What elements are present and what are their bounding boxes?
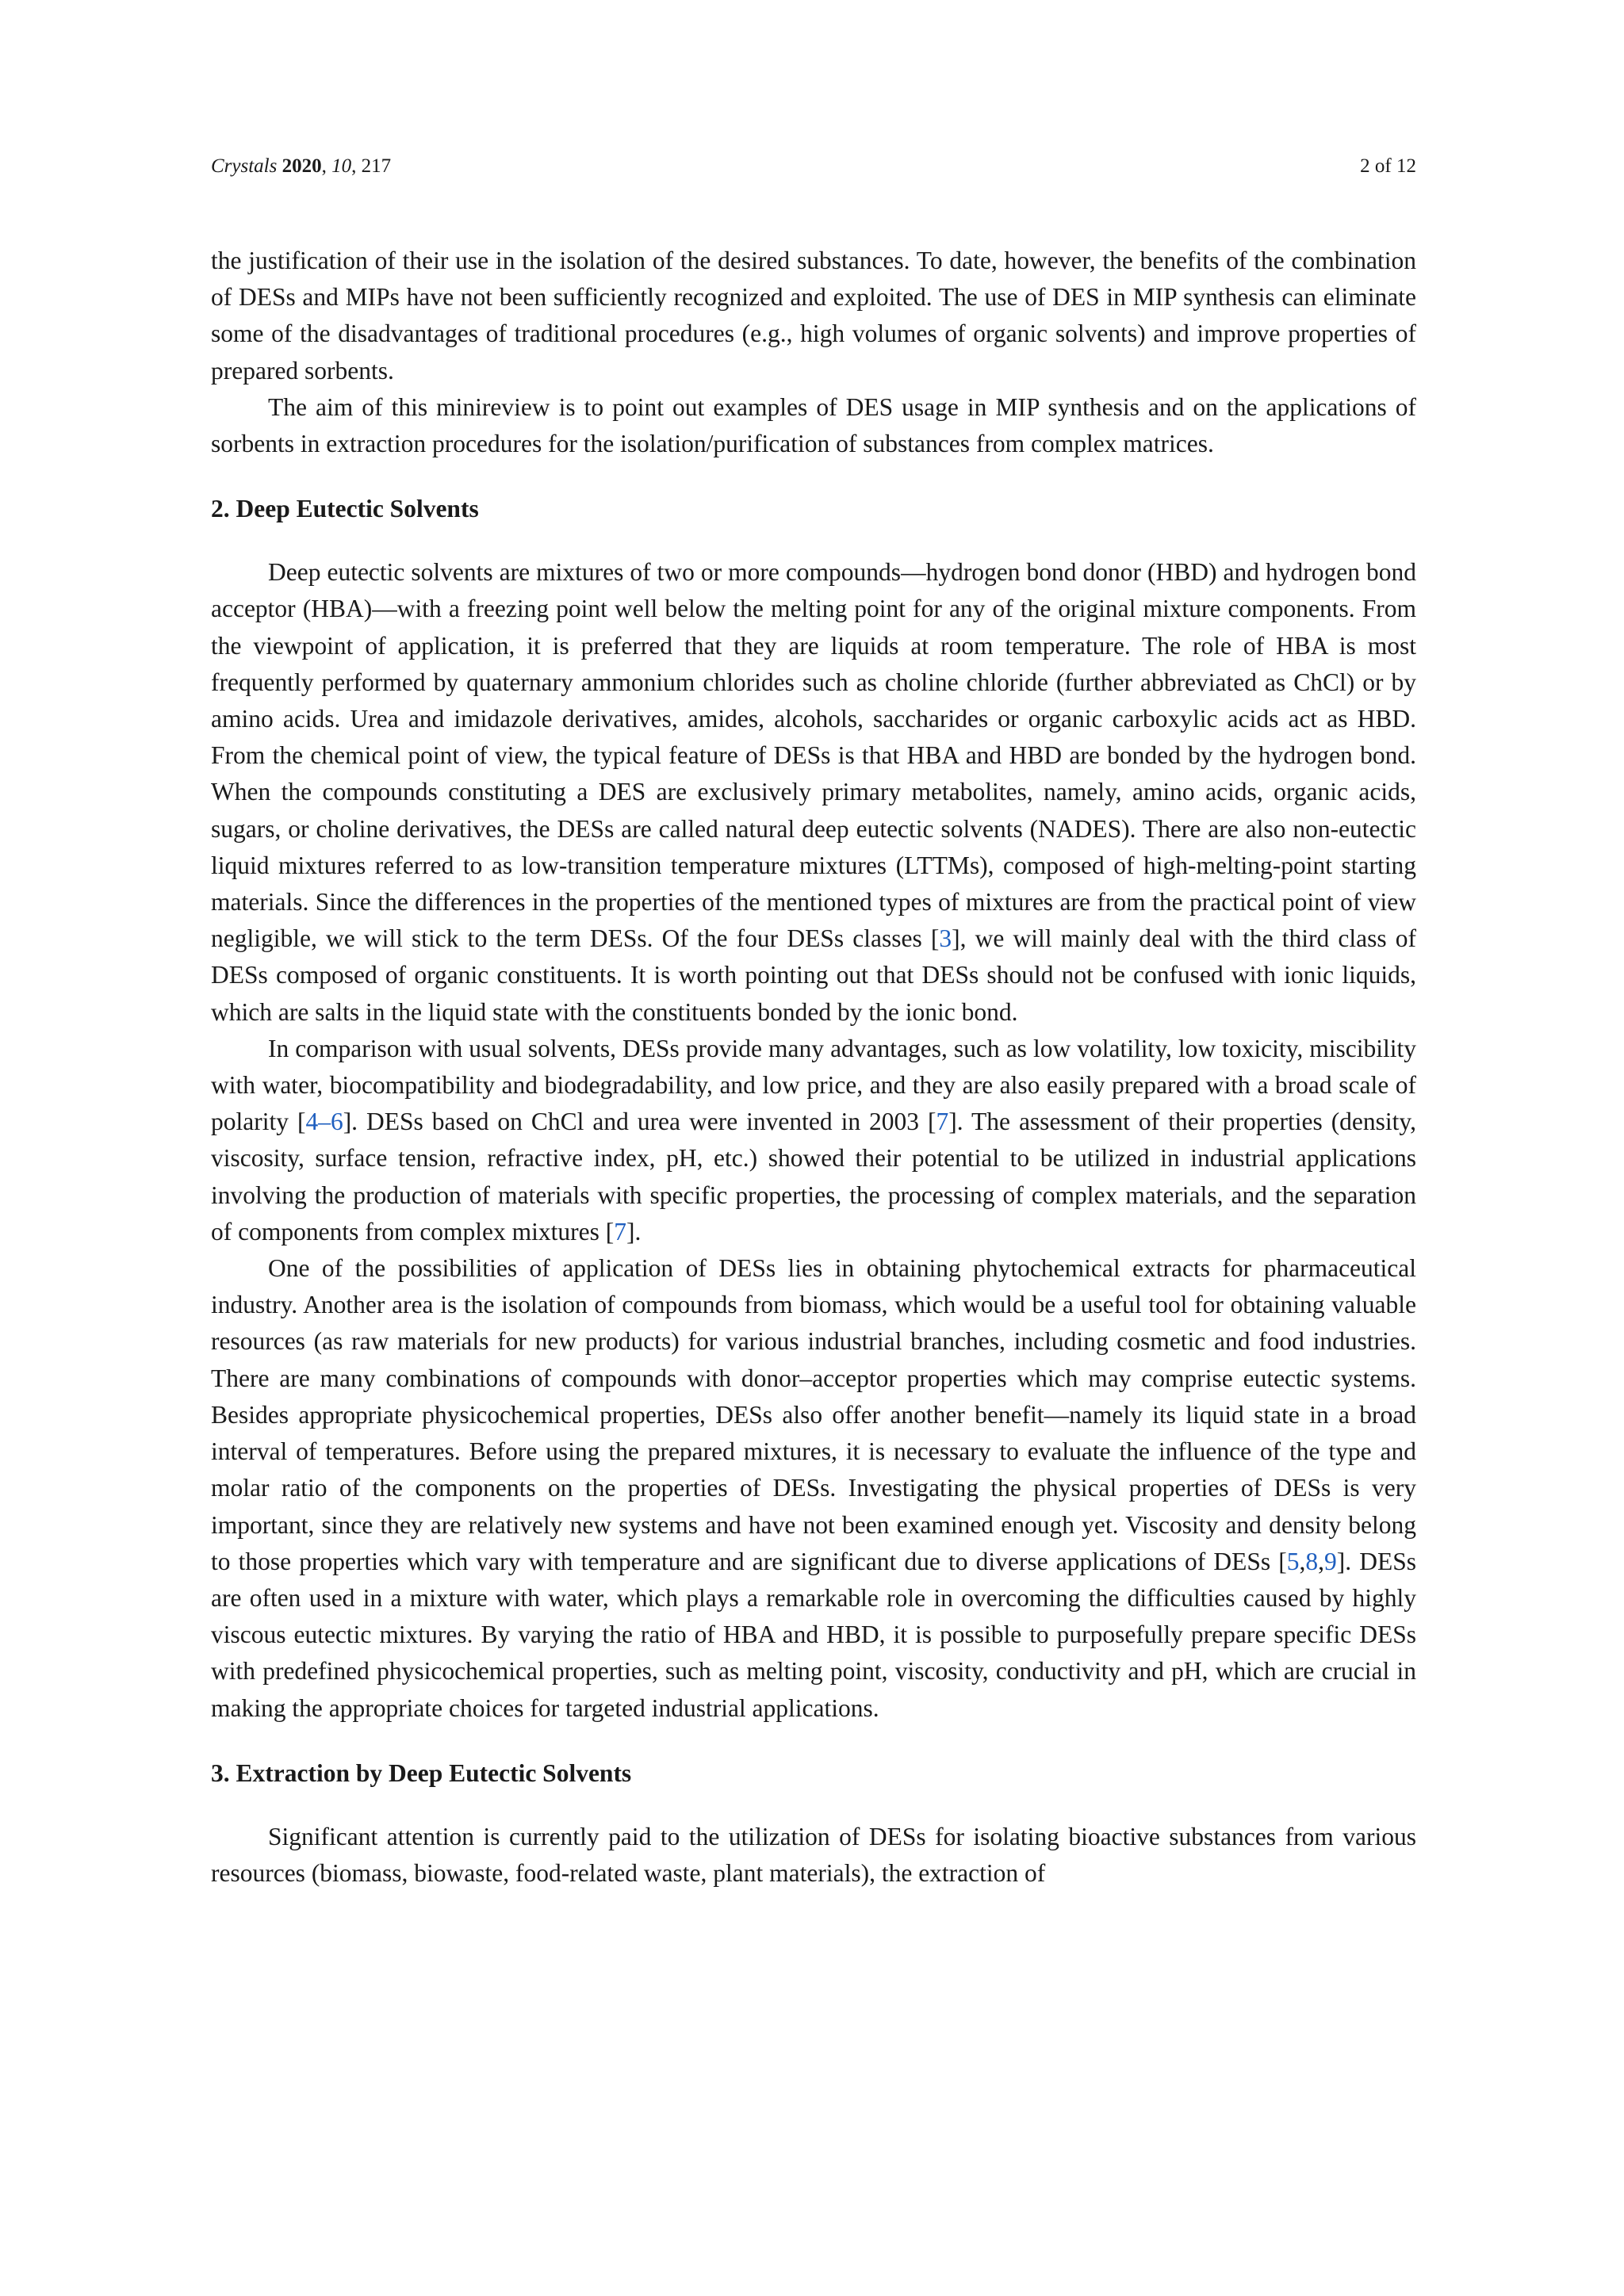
paragraph-intro-continued: the justification of their use in the isolation of the desired substances. To date, however, the benefits of the combination of DESs and MIPs have not been sufficiently recognized and exploited. The use of DES in MIP synthesis can eliminate some of the disadvantages of traditional procedures (e.g., high volumes of organic solvents) and improve properties of prepared sorbents. <box>211 247 1416 385</box>
citation-link[interactable]: 7 <box>936 1108 949 1136</box>
text-run: One of the possibilities of application of DESs lies in obtaining phytochemical extracts for pharmaceutical industry. Another area is the isolation of compounds from biomass, which would be a useful tool for obtaining valuable resources (as raw materials for new products) for various industrial branches, including cosmetic and food industries. There are many combinations of compounds with donor–acceptor properties which may comprise eutectic systems. Besides appropriate physicochemical properties, DESs also offer another benefit—namely its liquid state in a broad interval of temperatures. Before using the prepared mixtures, it is necessary to evaluate the influence of the type and molar ratio of the components on the properties of DESs. Investigating the physical properties of DESs is very important, since they are relatively new systems and have not been examined enough yet. Viscosity and density belong to those properties which vary with temperature and are significant due to diverse applications of DESs [ <box>211 1254 1416 1575</box>
journal-volume: 10 <box>331 155 352 177</box>
section-heading-deep-eutectic-solvents: 2. Deep Eutectic Solvents <box>211 495 479 523</box>
text-run: In comparison with usual solvents, DESs provide many advantages, such as low volatility, low toxicity, miscibility with water, biocompatibility and biodegradability, and low price, and they are also easily prepared with a broad scale of polarity [ <box>211 1034 1416 1136</box>
text-run: ]. The assessment of their properties (density, viscosity, surface tension, refractive index, pH, etc.) showed their potential to be utilized in industrial applications involving the production of materials with specific properties, the processing of complex materials, and the separation of components from complex mixtures [ <box>211 1108 1417 1246</box>
section-heading-extraction: 3. Extraction by Deep Eutectic Solvents <box>211 1758 632 1787</box>
page-number: 2 of 12 <box>1360 155 1416 177</box>
citation-link[interactable]: 4–6 <box>305 1108 343 1136</box>
citation-link[interactable]: 7 <box>614 1217 627 1246</box>
text-run: ], we will mainly deal with the third class of DESs composed of organic constituents. It is worth pointing out that DESs should not be confused with ionic liquids, which are salts in the liquid state with the constituents bonded by the ionic bond. <box>211 924 1416 1026</box>
text-run: Deep eutectic solvents are mixtures of two or more compounds—hydrogen bond donor (HBD) and hydrogen bond acceptor (HBA)—with a freezing point well below the melting point for any of the original mixture components. From the viewpoint of application, it is preferred that they are liquids at room temperature. The role of HBA is most frequently performed by quaternary ammonium chlorides such as choline chloride (further abbreviated as ChCl) or by amino acids. Urea and imidazole derivatives, amides, alcohols, saccharides or organic carboxylic acids act as HBD. From the chemical point of view, the typical feature of DESs is that HBA and HBD are bonded by the hydrogen bond. When the compounds constituting a DES are exclusively primary metabolites, namely, amino acids, organic acids, sugars, or choline derivatives, the DESs are called natural deep eutectic solvents (NADES). There are also non-eutectic liquid mixtures referred to as low-transition temperature mixtures (LTTMs), composed of high-melting-point starting materials. Since the differences in the properties of the mentioned types of mixtures are from the practical point of view negligible, we will stick to the term DESs. Of the four DESs classes [ <box>211 558 1416 953</box>
citation-link[interactable]: 5 <box>1286 1547 1300 1575</box>
journal-citation: Crystals 2020, 10, 217 <box>211 155 392 177</box>
citation-link[interactable]: 9 <box>1323 1547 1337 1575</box>
paragraph-des-advantages <box>211 1031 1416 1250</box>
text-run: , <box>1318 1547 1324 1575</box>
text-run: ]. DESs are often used in a mixture with water, which plays a remarkable role in overcoming the difficulties caused by highly viscous eutectic mixtures. By varying the ratio of HBA and HBD, it is possible to purposefully prepare specific DESs with predefined physicochemical properties, such as melting point, viscosity, conductivity and pH, which are crucial in making the appropriate choices for targeted industrial applications. <box>211 1547 1416 1722</box>
text-run: ]. DESs based on ChCl and urea were invented in 2003 [ <box>343 1108 936 1136</box>
paragraph-aim: The aim of this minireview is to point out examples of DES usage in MIP synthesis and on the applications of sorbents in extraction procedures for the isolation/purification of substances from complex matrices. <box>211 392 1416 458</box>
citation-link[interactable]: 3 <box>939 924 952 953</box>
article-number: 217 <box>361 155 392 177</box>
text-run: , <box>1299 1547 1306 1575</box>
paragraph-extraction: Significant attention is currently paid to the utilization of DESs for isolating bioactive substances from various resources (biomass, biowaste, food-related waste, plant materials), the extraction of <box>211 1822 1416 1887</box>
page <box>211 0 1416 2296</box>
citation-link[interactable]: 8 <box>1305 1547 1319 1575</box>
paragraph-des-applications <box>211 1250 1416 1727</box>
text-run: ]. <box>626 1217 642 1246</box>
paragraph-des-definition <box>211 554 1416 1031</box>
body-text <box>211 243 1416 1892</box>
running-header <box>211 151 1416 182</box>
journal-year: 2020 <box>282 155 322 177</box>
journal-name: Crystals <box>211 155 278 177</box>
